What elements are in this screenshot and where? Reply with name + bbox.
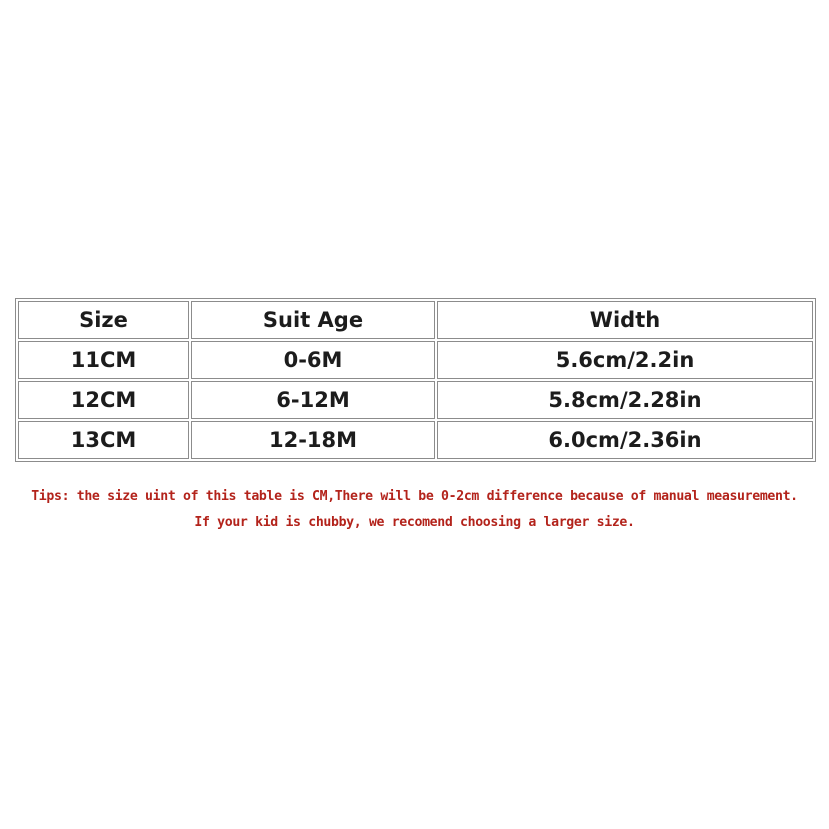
table-row [18, 341, 813, 379]
header-width: Width [437, 301, 813, 339]
tips-note [0, 484, 829, 536]
size-chart-table [15, 298, 816, 462]
cell-width: 5.8cm/2.28in [437, 381, 813, 419]
table-row [18, 381, 813, 419]
header-suit-age: Suit Age [191, 301, 435, 339]
tips-line-2: If your kid is chubby, we recomend choosing a larger size. [194, 515, 635, 530]
cell-size: 12CM [18, 381, 189, 419]
cell-size: 11CM [18, 341, 189, 379]
cell-size: 13CM [18, 421, 189, 459]
cell-suit-age: 6-12M [191, 381, 435, 419]
cell-suit-age: 0-6M [191, 341, 435, 379]
cell-width: 6.0cm/2.36in [437, 421, 813, 459]
table-header-row [18, 301, 813, 339]
cell-suit-age: 12-18M [191, 421, 435, 459]
header-size: Size [18, 301, 189, 339]
table-row [18, 421, 813, 459]
cell-width: 5.6cm/2.2in [437, 341, 813, 379]
tips-line-1: Tips: the size uint of this table is CM,There will be 0-2cm difference because of manual measurement. [31, 489, 798, 504]
